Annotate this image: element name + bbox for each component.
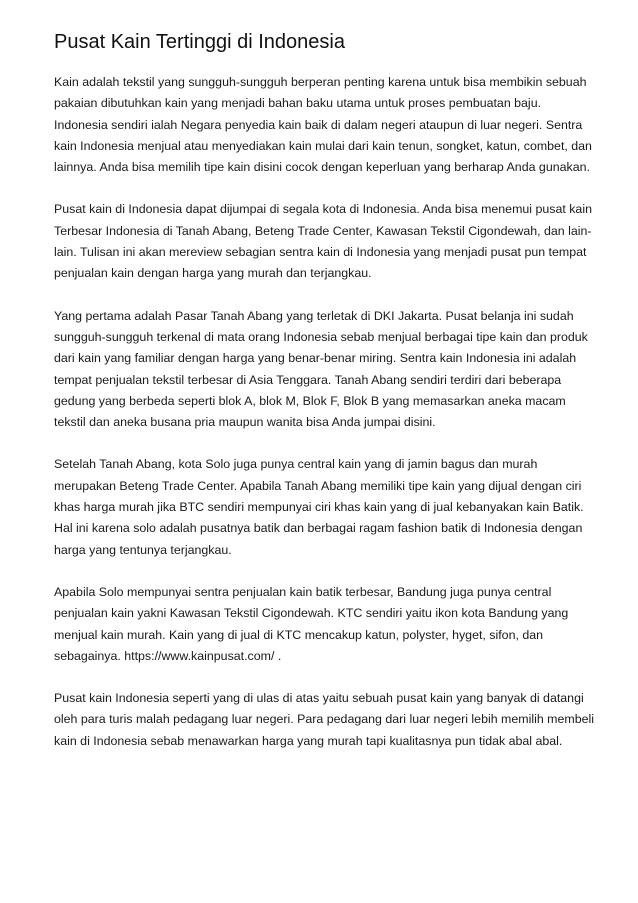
paragraph-bandung: Apabila Solo mempunyai sentra penjualan kain batik terbesar, Bandung juga punya central penjualan kain yakni Kawasan Tekstil Cigondewah. KTC sendiri yaitu ikon kota Bandung yang menjual kain murah. Kain yang di jual di KTC mencakup katun, polyster, hyget, sifon, dan sebagainya. https://www.kainpusat.com/ . (54, 584, 569, 663)
paragraph-locations: Pusat kain di Indonesia dapat dijumpai di segala kota di Indonesia. Anda bisa menemui pusat kain Terbesar Indonesia di Tanah Abang, Beteng Trade Center, Kawasan Tekstil Cigondewah, dan lain-lain. Tulisan ini akan mereview sebagian sentra kain di Indonesia yang menjadi pusat pun tempat penjualan kain dengan harga yang murah dan terjangkau. (54, 202, 592, 281)
paragraph-conclusion: Pusat kain Indonesia seperti yang di ulas di atas yaitu sebuah pusat kain yang banyak di datangi oleh para turis malah pedagang luar negeri. Para pedagang dari luar negeri lebih memilih membeli kain di Indonesia sebab menawarkan harga yang murah tapi kualitasnya pun tidak abal abal. (54, 691, 595, 748)
paragraph-tanah-abang: Yang pertama adalah Pasar Tanah Abang yang terletak di DKI Jakarta. Pusat belanja ini sudah sungguh-sungguh terkenal di mata orang Indonesia sebab menjual berbagai tipe kain dan produk dari kain yang familiar dengan harga yang benar-benar miring. Sentra kain Indonesia ini adalah tempat penjualan tekstil terbesar di Asia Tenggara. Tanah Abang sendiri terdiri dari beberapa gedung yang berbeda seperti blok A, blok M, Blok F, Blok B yang memasarkan aneka macam tekstil dan aneka busana pria maupun wanita bisa Anda jumpai disini. (54, 308, 588, 430)
paragraph-intro: Kain adalah tekstil yang sungguh-sungguh berperan penting karena untuk bisa membikin sebuah pakaian dibutuhkan kain yang menjadi bahan baku utama untuk proses pembuatan baju. Indonesia sendiri ialah Negara penyedia kain baik di dalam negeri ataupun di luar negeri. Sentra kain Indonesia menjual atau menyediakan kain mulai dari kain tenun, songket, katun, combet, dan lainnya. Anda bisa memilih tipe kain disini cocok dengan keperluan yang berharap Anda gunakan. (54, 75, 592, 175)
document-page (54, 30, 594, 773)
document-title: Pusat Kain Tertinggi di Indonesia (54, 31, 345, 53)
paragraph-solo: Setelah Tanah Abang, kota Solo juga punya central kain yang di jamin bagus dan murah merupakan Beteng Trade Center. Apabila Tanah Abang memiliki tipe kain yang dijual dengan ciri khas harga murah jika BTC sendiri mempunyai ciri khas kain yang di jual kebanyakan kain Batik. Hal ini karena solo adalah pusatnya batik dan berbagai ragam fashion batik di Indonesia dengan harga yang tentunya terjangkau. (54, 457, 584, 557)
